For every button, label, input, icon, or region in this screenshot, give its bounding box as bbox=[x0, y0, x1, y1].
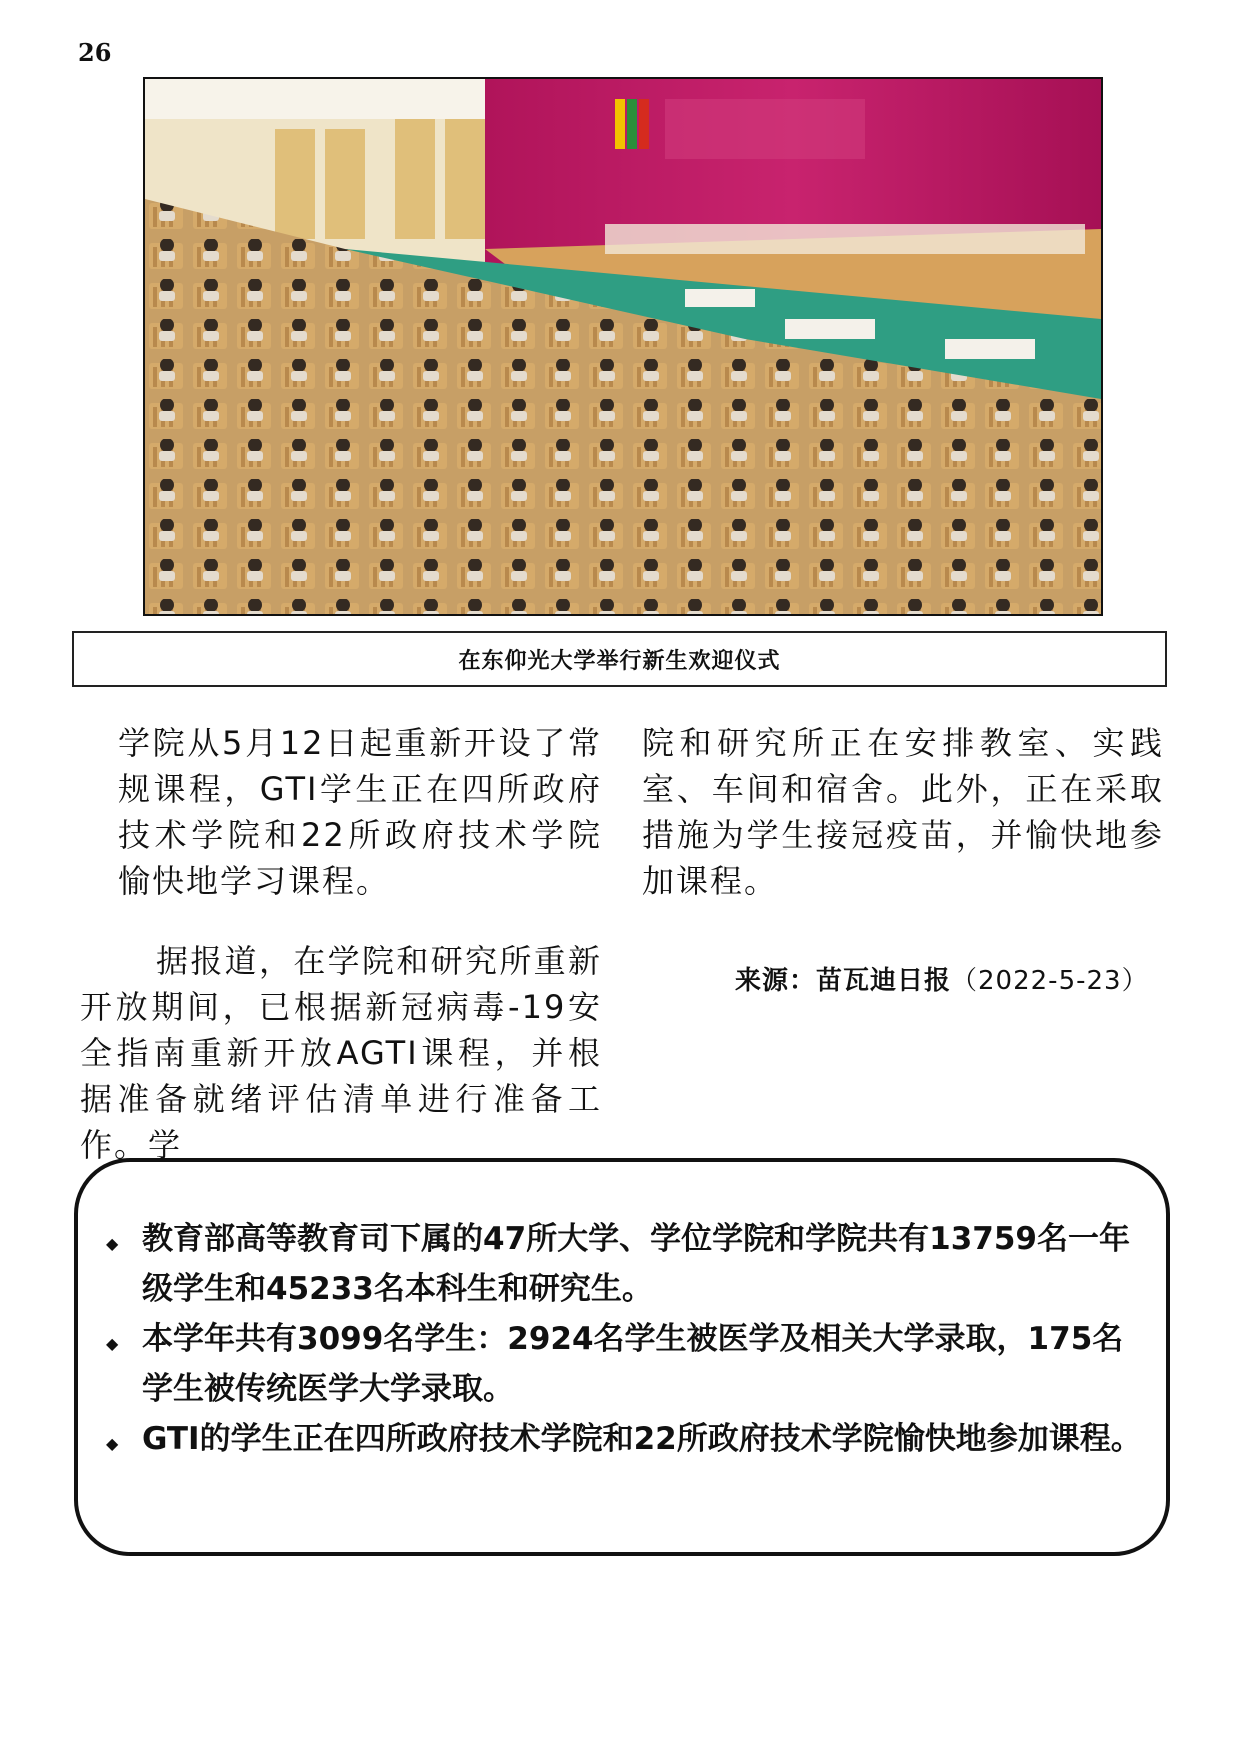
diamond-bullet-icon: ◆ bbox=[106, 1334, 119, 1353]
summary-box bbox=[74, 1158, 1170, 1556]
article-paragraph-2: 据报道，在学院和研究所重新开放期间，已根据新冠病毒-19安全指南重新开放AGTI课程，并根据准备就绪评估清单进行准备工作。学 bbox=[80, 942, 602, 1164]
diamond-bullet-icon: ◆ bbox=[106, 1434, 119, 1453]
photo-caption: 在东仰光大学举行新生欢迎仪式 bbox=[72, 631, 1167, 687]
page-number: 26 bbox=[78, 38, 112, 67]
summary-item-text: 教育部高等教育司下属的47所大学、学位学院和学院共有13759名一年级学生和45233名本科生和研究生。 bbox=[142, 1221, 1130, 1307]
article-paragraph-1: 学院从5月12日起重新开设了常规课程，GTI学生正在四所政府技术学院和22所政府技术学院愉快地学习课程。 bbox=[118, 724, 602, 900]
summary-item-text: 本学年共有3099名学生：2924名学生被医学及相关大学录取，175名学生被传统医学大学录取。 bbox=[142, 1321, 1124, 1407]
summary-item bbox=[102, 1314, 1142, 1414]
summary-item-text: GTI的学生正在四所政府技术学院和22所政府技术学院愉快地参加课程。 bbox=[142, 1421, 1142, 1457]
article-source bbox=[735, 960, 1149, 997]
summary-item bbox=[102, 1214, 1142, 1314]
auditorium-photo bbox=[143, 77, 1103, 616]
summary-item bbox=[102, 1414, 1142, 1464]
article-paragraph-3: 院和研究所正在安排教室、实践室、车间和宿舍。此外，正在采取措施为学生接冠疫苗，并愉快地参加课程。 bbox=[642, 724, 1164, 900]
auditorium-illustration bbox=[145, 79, 1101, 614]
source-date: （2022-5-23） bbox=[951, 966, 1149, 996]
diamond-bullet-icon: ◆ bbox=[106, 1234, 119, 1253]
summary-list bbox=[102, 1214, 1142, 1464]
source-label: 来源：苗瓦迪日报 bbox=[735, 966, 952, 996]
